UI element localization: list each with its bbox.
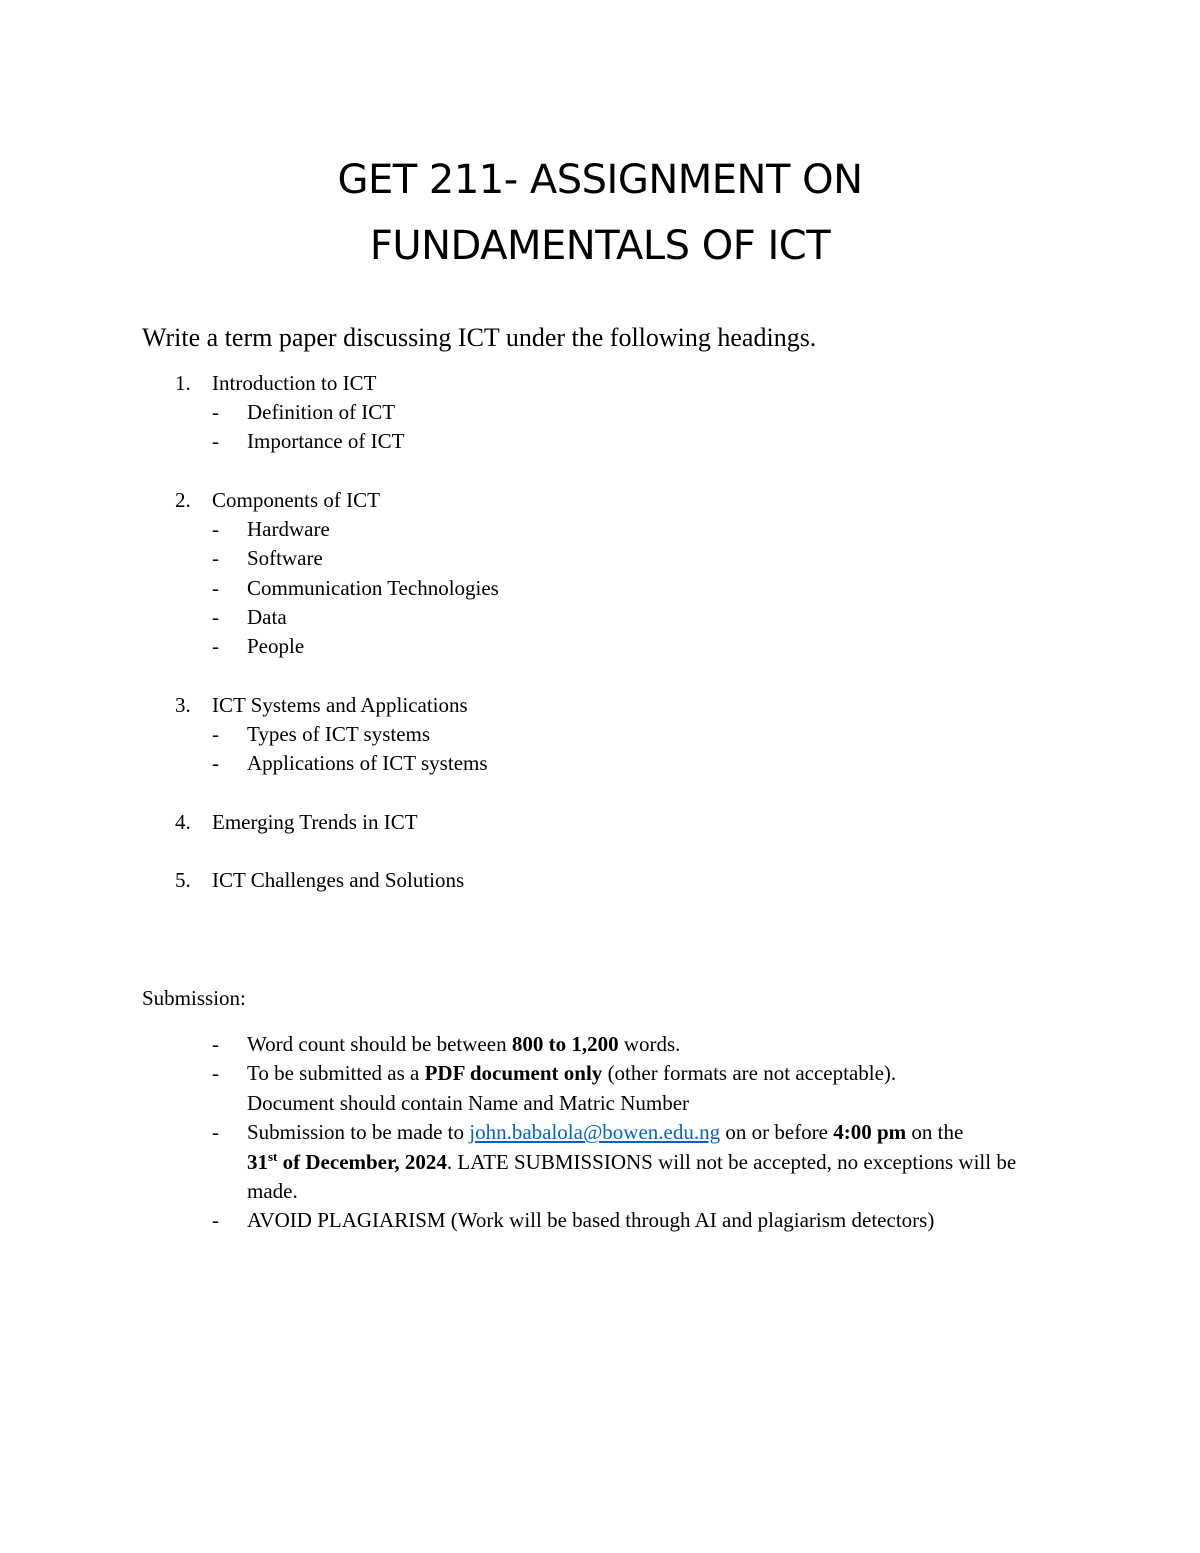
deadline-text-mid: on or before <box>720 1120 834 1144</box>
dash-bullet: - <box>212 1061 219 1085</box>
deadline-time: 4:00 pm <box>833 1120 907 1144</box>
format-content-note: Document should contain Name and Matric Number <box>247 1090 690 1115</box>
dash-bullet: - <box>212 400 219 424</box>
format-text: To be submitted as a <box>247 1061 425 1085</box>
heading-number: 3. <box>175 693 191 717</box>
heading-number: 1. <box>175 371 191 395</box>
email-link[interactable]: john.babalola@bowen.edu.ng <box>469 1120 721 1144</box>
dash-bullet: - <box>212 576 219 600</box>
word-count-range: 800 to 1,200 <box>511 1032 619 1056</box>
sub-item-label: Software <box>247 546 323 570</box>
sub-item-label: Communication Technologies <box>247 576 499 600</box>
sub-item-label: Importance of ICT <box>247 429 405 453</box>
sub-item-label: Data <box>247 605 287 629</box>
sub-item-label: Definition of ICT <box>247 400 396 424</box>
sub-item-label: Applications of ICT systems <box>247 751 488 775</box>
intro-instruction: Write a term paper discussing ICT under the following headings. <box>142 323 817 352</box>
submission-label: Submission: <box>142 986 246 1010</box>
heading-label: Components of ICT <box>212 488 380 512</box>
deadline-day-suffix: st <box>268 1148 278 1164</box>
deadline-text: Submission to be made to <box>247 1120 470 1144</box>
submission-deadline <box>212 1118 1062 1207</box>
heading-label: Introduction to ICT <box>212 371 377 395</box>
format-requirement: PDF document only <box>424 1061 603 1085</box>
heading-number: 2. <box>175 488 191 512</box>
page-title-line-2: FUNDAMENTALS OF ICT <box>369 223 831 269</box>
heading-number: 5. <box>175 868 191 892</box>
dash-bullet: - <box>212 751 219 775</box>
dash-bullet: - <box>212 722 219 746</box>
dash-bullet: - <box>212 1120 219 1144</box>
deadline-text-mid2: on the <box>906 1120 964 1144</box>
word-count-text: Word count should be between <box>247 1032 512 1056</box>
dash-bullet: - <box>212 429 219 453</box>
dash-bullet: - <box>212 1208 219 1232</box>
heading-label: ICT Systems and Applications <box>212 693 468 717</box>
format-note: (other formats are not acceptable). <box>602 1061 897 1085</box>
deadline-day: 31 <box>247 1149 268 1174</box>
submission-word-count <box>212 1030 1062 1060</box>
dash-bullet: - <box>212 634 219 658</box>
page-title-line-1: GET 211- ASSIGNMENT ON <box>337 157 863 203</box>
dash-bullet: - <box>212 605 219 629</box>
late-policy: . LATE SUBMISSIONS will not be accepted, no exceptions will be made. <box>247 1149 1017 1203</box>
dash-bullet: - <box>212 1032 219 1056</box>
deadline-date <box>247 1150 447 1174</box>
dash-bullet: - <box>212 546 219 570</box>
heading-label: ICT Challenges and Solutions <box>212 868 465 892</box>
submission-format <box>212 1059 1062 1118</box>
sub-item-label: Hardware <box>247 517 330 541</box>
dash-bullet: - <box>212 517 219 541</box>
plagiarism-warning: AVOID PLAGIARISM (Work will be based through AI and plagiarism detectors) <box>247 1208 935 1232</box>
heading-number: 4. <box>175 810 191 834</box>
submission-plagiarism <box>212 1206 1062 1236</box>
heading-label: Emerging Trends in ICT <box>212 810 418 834</box>
deadline-date-rest: of December, 2024 <box>277 1149 447 1174</box>
word-count-suffix: words. <box>618 1032 681 1056</box>
sub-item-label: Types of ICT systems <box>247 722 431 746</box>
sub-item-label: People <box>247 634 305 658</box>
